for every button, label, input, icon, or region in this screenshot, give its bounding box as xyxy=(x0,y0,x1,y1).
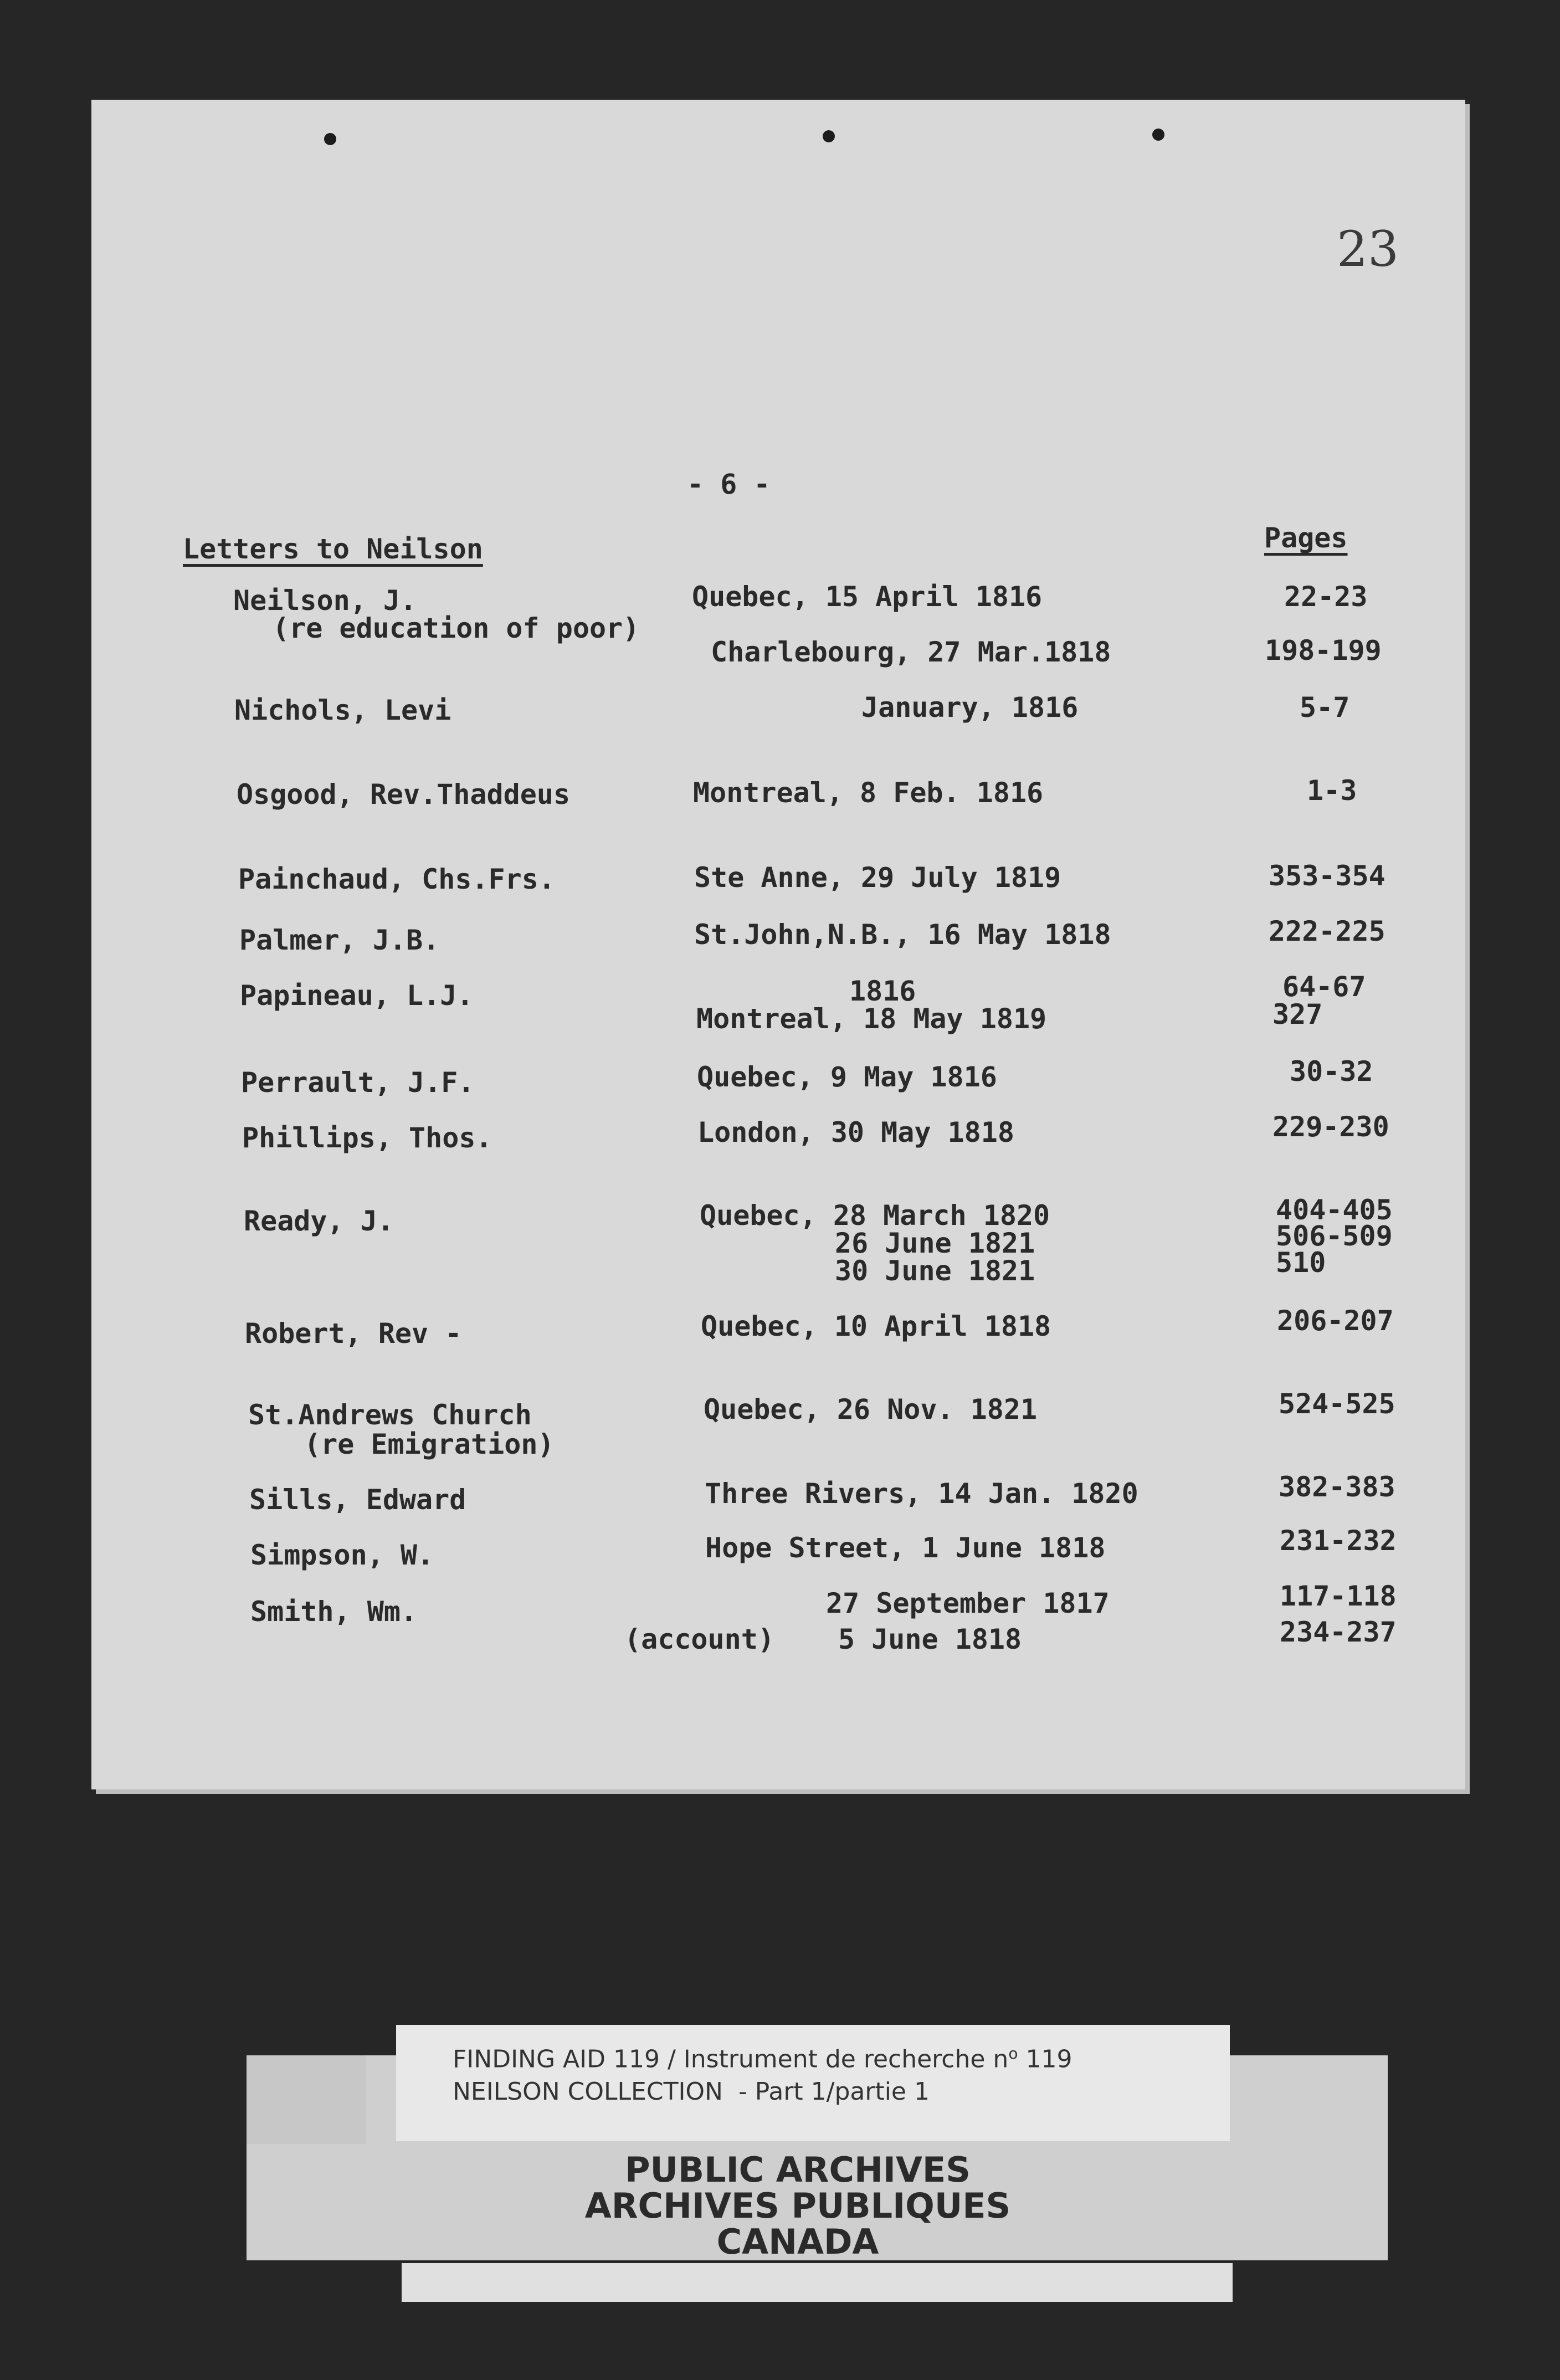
entry-pages: 382-383 xyxy=(1279,1471,1395,1503)
entry-date: Montreal, 18 May 1819 xyxy=(696,1003,1047,1035)
folio-number: 23 xyxy=(1337,220,1399,278)
entry-name: Smith, Wm. xyxy=(250,1596,418,1628)
entry-date: 30 June 1821 xyxy=(835,1255,1035,1287)
entry-pages: 510 xyxy=(1276,1247,1326,1279)
entry-name: Osgood, Rev.Thaddeus xyxy=(237,778,571,811)
pages-heading: Pages xyxy=(1264,522,1348,554)
entry-date: Charlebourg, 27 Mar.1818 xyxy=(711,636,1111,668)
entry-pages: 30-32 xyxy=(1290,1055,1373,1088)
entry-date: 5 June 1818 xyxy=(838,1623,1022,1655)
entry-date: Hope Street, 1 June 1818 xyxy=(705,1532,1106,1564)
entry-name: Robert, Rev - xyxy=(245,1317,462,1350)
entry-pages: 229-230 xyxy=(1272,1111,1389,1143)
entry-name: St.Andrews Church xyxy=(248,1399,532,1431)
entry-note: (re education of poor) xyxy=(273,612,640,644)
archives-stamp-line1: PUBLIC ARCHIVES xyxy=(625,2150,971,2190)
entry-pages: 5-7 xyxy=(1300,691,1350,724)
entry-pages: 1-3 xyxy=(1307,774,1357,807)
entry-name: Nichols, Levi xyxy=(234,694,451,726)
punch-hole xyxy=(823,130,835,142)
entry-date: St.John,N.B., 16 May 1818 xyxy=(694,919,1111,951)
entry-pages: 22-23 xyxy=(1284,581,1368,613)
punch-hole xyxy=(1152,129,1164,141)
finding-aid-line1: FINDING AID 119 / Instrument de recherche $n^o$ 119 xyxy=(453,2044,1072,2074)
entry-pages: 206-207 xyxy=(1277,1305,1394,1337)
entry-date: 27 September 1817 xyxy=(826,1587,1110,1619)
entry-date: Three Rivers, 14 Jan. 1820 xyxy=(705,1478,1138,1510)
archives-stamp-line3: CANADA xyxy=(716,2222,879,2262)
page-marker: - 6 - xyxy=(687,468,771,500)
entry-pages: 64-67 xyxy=(1282,971,1366,1003)
archive-label-bottom xyxy=(402,2263,1233,2302)
entry-date: January, 1816 xyxy=(861,691,1079,724)
entry-pages: 327 xyxy=(1272,998,1323,1030)
entry-pages: 117-118 xyxy=(1280,1580,1397,1612)
entry-pages: 231-232 xyxy=(1280,1525,1397,1557)
finding-aid-label xyxy=(396,2025,1230,2141)
entry-date: Ste Anne, 29 July 1819 xyxy=(694,861,1061,894)
entry-name: Simpson, W. xyxy=(250,1539,434,1571)
entry-pages: 506-509 xyxy=(1276,1220,1393,1252)
entry-name: Palmer, J.B. xyxy=(239,924,440,956)
entry-pages: 524-525 xyxy=(1279,1388,1395,1420)
entry-date: Quebec, 15 April 1816 xyxy=(692,581,1043,613)
entry-name: Neilson, J. xyxy=(233,584,417,617)
entry-date: 1816 xyxy=(849,975,916,1007)
punch-hole xyxy=(324,133,336,145)
section-heading: Letters to Neilson xyxy=(183,533,483,565)
entry-pages: 353-354 xyxy=(1269,860,1385,892)
entry-date: Quebec, 9 May 1816 xyxy=(697,1061,997,1093)
entry-date: Quebec, 26 Nov. 1821 xyxy=(704,1393,1038,1425)
entry-name: Painchaud, Chs.Frs. xyxy=(238,863,555,895)
entry-date: Quebec, 28 March 1820 xyxy=(700,1199,1050,1232)
finding-aid-line2: NEILSON COLLECTION - Part 1/partie 1 xyxy=(453,2078,930,2106)
entry-name: Papineau, L.J. xyxy=(240,979,474,1012)
entry-date: 26 June 1821 xyxy=(835,1227,1035,1259)
entry-name: Ready, J. xyxy=(244,1205,394,1237)
entry-pages: 404-405 xyxy=(1276,1194,1393,1226)
entry-name: Perrault, J.F. xyxy=(241,1066,475,1099)
entry-date: London, 30 May 1818 xyxy=(697,1116,1014,1148)
entry-pages: 198-199 xyxy=(1265,634,1382,666)
entry-note: (re Emigration) xyxy=(304,1428,555,1460)
entry-date: Montreal, 8 Feb. 1816 xyxy=(693,777,1044,809)
archives-stamp-line2: ARCHIVES PUBLIQUES xyxy=(584,2186,1011,2226)
archive-label-tab xyxy=(247,2055,366,2144)
entry-prefix: (account) xyxy=(624,1623,774,1655)
document-page xyxy=(91,100,1465,1789)
entry-name: Sills, Edward xyxy=(249,1484,466,1516)
entry-pages: 222-225 xyxy=(1269,915,1385,947)
entry-date: Quebec, 10 April 1818 xyxy=(701,1310,1051,1342)
entry-name: Phillips, Thos. xyxy=(242,1122,492,1154)
entry-pages: 234-237 xyxy=(1280,1616,1397,1648)
